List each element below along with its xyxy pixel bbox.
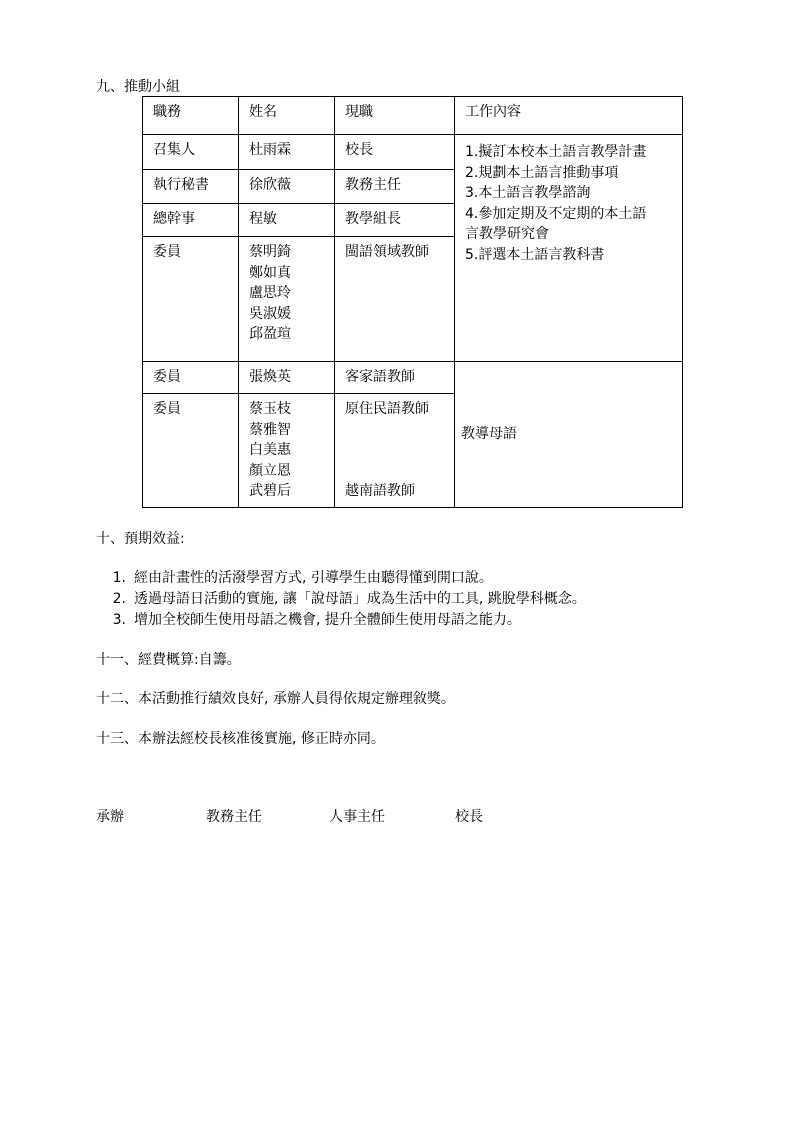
section-11: 十一、經費概算:自籌。 xyxy=(96,652,241,668)
name-cell: 程敏 xyxy=(239,204,335,237)
position-line: 原住民語教師 xyxy=(345,401,429,417)
role-cell: 執行秘書 xyxy=(143,170,239,204)
member-name: 蔡雅智 xyxy=(249,421,291,438)
item-text: 透過母語日活動的實施, 讓「說母語」成為生活中的工具, 跳脫學科概念。 xyxy=(134,591,586,607)
signature-academic-director: 教務主任 xyxy=(206,809,262,825)
duties-cell-group2: 教導母語 xyxy=(455,362,683,508)
duty-line: 3.本土語言教學諮詢 xyxy=(465,185,591,201)
name-cell xyxy=(239,237,335,362)
list-item xyxy=(100,589,586,609)
duty-line: 2.規劃本土語言推動事項 xyxy=(465,164,619,181)
role-cell: 召集人 xyxy=(143,135,239,170)
name-cell: 張煥英 xyxy=(239,362,335,394)
committee-table xyxy=(142,96,683,508)
position-cell xyxy=(335,394,455,508)
name-cell: 徐欣薇 xyxy=(239,170,335,204)
position-cell: 教務主任 xyxy=(335,170,455,204)
list-item xyxy=(100,568,493,588)
item-number: 3. xyxy=(112,612,126,628)
member-name: 蔡明錡 xyxy=(249,244,291,260)
position-cell: 客家語教師 xyxy=(335,362,455,394)
name-cell xyxy=(239,394,335,508)
item-number: 1. xyxy=(112,570,126,586)
member-name: 顏立恩 xyxy=(249,462,291,479)
signature-organizer: 承辦 xyxy=(96,809,124,825)
signature-principal: 校長 xyxy=(455,809,483,825)
table-row xyxy=(143,362,683,394)
member-name: 武碧后 xyxy=(249,483,291,499)
position-line: 越南語教師 xyxy=(345,482,415,499)
duty-line: 1.擬訂本校本土語言教學計畫 xyxy=(465,144,647,160)
member-name: 蔡玉枝 xyxy=(249,401,291,417)
role-cell: 委員 xyxy=(143,362,239,394)
role-cell: 委員 xyxy=(143,237,239,362)
section-13: 十三、本辦法經校長核准後實施, 修正時亦同。 xyxy=(96,731,385,747)
role-cell: 委員 xyxy=(143,394,239,508)
member-name: 邱盈瑄 xyxy=(249,326,291,342)
duties-cell-group1 xyxy=(455,135,683,362)
header-name: 姓名 xyxy=(239,97,335,135)
section-10-heading: 十、預期效益: xyxy=(96,531,185,547)
table-header-row xyxy=(143,97,683,135)
table-row xyxy=(143,135,683,170)
signature-personnel-director: 人事主任 xyxy=(329,809,385,825)
member-name: 鄭如真 xyxy=(249,264,291,281)
member-name: 盧思玲 xyxy=(249,285,291,301)
section-9-heading: 九、推動小組 xyxy=(96,79,180,95)
position-cell: 閩語領域教師 xyxy=(335,237,455,362)
header-position: 現職 xyxy=(335,97,455,135)
header-role: 職務 xyxy=(143,97,239,135)
role-cell: 總幹事 xyxy=(143,204,239,237)
header-duties: 工作內容 xyxy=(455,97,683,135)
position-cell: 校長 xyxy=(335,135,455,170)
item-text: 經由計畫性的活潑學習方式, 引導學生由聽得懂到開口說。 xyxy=(134,570,493,586)
list-item xyxy=(100,610,521,630)
member-name: 白美惠 xyxy=(249,442,291,458)
duty-line: 4.參加定期及不定期的本土語 xyxy=(465,205,647,222)
position-cell: 教學組長 xyxy=(335,204,455,237)
item-number: 2. xyxy=(112,591,126,607)
name-cell: 杜雨霖 xyxy=(239,135,335,170)
duty-line: 言教學研究會 xyxy=(465,226,549,242)
item-text: 增加全校師生使用母語之機會, 提升全體師生使用母語之能力。 xyxy=(134,612,521,628)
member-name: 吳淑媛 xyxy=(249,305,291,322)
duty-line: 5.評選本土語言教科書 xyxy=(465,246,605,263)
section-12: 十二、本活動推行績效良好, 承辦人員得依規定辦理敘獎。 xyxy=(96,691,455,707)
